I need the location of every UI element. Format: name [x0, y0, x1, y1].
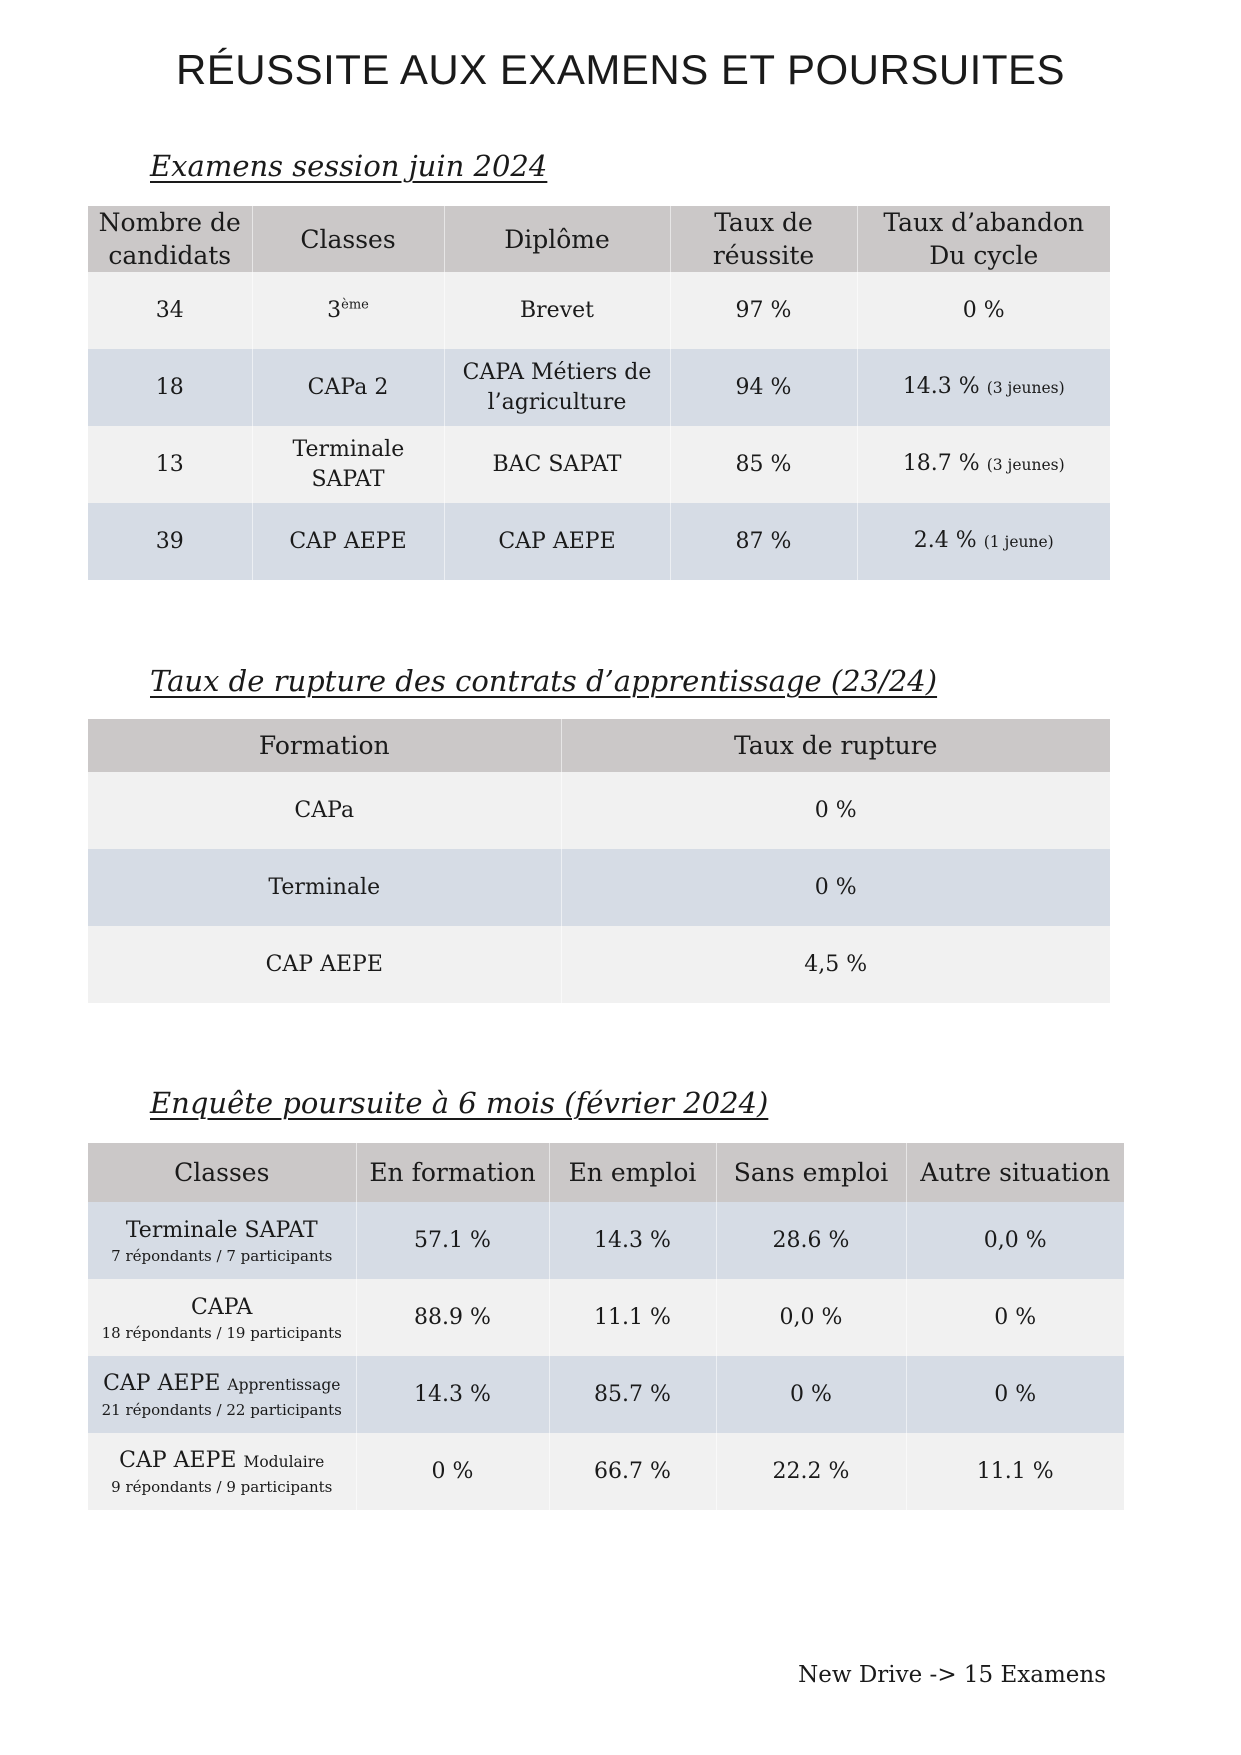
class-suffix: Modulaire	[243, 1453, 325, 1471]
respondents-text: 7 répondants / 7 participants	[111, 1246, 333, 1265]
dropout-cell	[857, 272, 1110, 349]
rupture-rate-cell: 4,5 %	[561, 926, 1110, 1003]
success-cell: 94 %	[670, 349, 857, 426]
table-row	[88, 272, 1110, 349]
unemployed-cell: 28.6 %	[716, 1202, 906, 1279]
employed-cell: 85.7 %	[549, 1356, 716, 1433]
class-cell	[88, 1202, 356, 1279]
class-cell	[88, 1356, 356, 1433]
class-cell	[88, 1279, 356, 1356]
unemployed-cell: 22.2 %	[716, 1433, 906, 1510]
exams-heading: Examens session juin 2024	[150, 149, 548, 183]
survey-heading: Enquête poursuite à 6 mois (février 2024)	[150, 1086, 769, 1120]
class-cell: CAPa 2	[252, 349, 444, 426]
class-name: Terminale SAPAT	[125, 1217, 318, 1243]
col-header-unemployed: Sans emploi	[716, 1143, 906, 1202]
rupture-rate-cell: 0 %	[561, 772, 1110, 849]
table-row	[88, 1279, 1124, 1356]
table-row	[88, 1356, 1124, 1433]
survey-table	[88, 1143, 1124, 1510]
survey-header-row	[88, 1143, 1124, 1202]
footer-note: New Drive -> 15 Examens	[798, 1662, 1106, 1688]
respondents-text: 21 répondants / 22 participants	[101, 1401, 342, 1419]
dropout-value: 14.3 %	[902, 374, 980, 399]
exams-header-row	[88, 206, 1110, 272]
diploma-cell: Brevet	[444, 272, 670, 349]
respondents-text: 9 répondants / 9 participants	[111, 1478, 333, 1496]
class-name: CAP AEPE	[119, 1448, 237, 1473]
employed-cell: 11.1 %	[549, 1279, 716, 1356]
formation-cell: CAPa	[88, 772, 561, 849]
training-cell: 57.1 %	[356, 1202, 549, 1279]
other-cell: 0 %	[906, 1279, 1124, 1356]
class-name: CAP AEPE	[103, 1371, 221, 1396]
dropout-value: 0 %	[962, 297, 1005, 323]
other-cell: 0 %	[906, 1356, 1124, 1433]
dropout-note: (3 jeunes)	[986, 456, 1065, 474]
rupture-header-row	[88, 719, 1110, 772]
class-suffix: Apprentissage	[227, 1376, 341, 1394]
success-cell: 85 %	[670, 426, 857, 503]
class-superscript: ème	[341, 297, 369, 313]
diploma-cell: CAP AEPE	[444, 503, 670, 580]
dropout-note: (3 jeunes)	[986, 379, 1065, 397]
unemployed-cell: 0,0 %	[716, 1279, 906, 1356]
col-header-formation: Formation	[88, 719, 561, 772]
class-name: CAPA	[191, 1294, 253, 1320]
dropout-value: 2.4 %	[913, 528, 977, 553]
col-header-other: Autre situation	[906, 1143, 1124, 1202]
rupture-heading: Taux de rupture des contrats d’apprentissage (23/24)	[150, 664, 938, 698]
table-row	[88, 349, 1110, 426]
rupture-rate-cell: 0 %	[561, 849, 1110, 926]
dropout-note: (1 jeune)	[983, 533, 1054, 551]
candidates-cell: 13	[88, 426, 252, 503]
col-header-candidates: Nombre de candidats	[88, 206, 252, 272]
col-header-dropout-rate: Taux d’abandon Du cycle	[857, 206, 1110, 272]
respondents-text: 18 répondants / 19 participants	[101, 1323, 342, 1342]
col-header-classes: Classes	[252, 206, 444, 272]
col-header-success-rate: Taux de réussite	[670, 206, 857, 272]
unemployed-cell: 0 %	[716, 1356, 906, 1433]
table-row	[88, 503, 1110, 580]
table-row	[88, 1433, 1124, 1510]
class-cell	[88, 1433, 356, 1510]
training-cell: 14.3 %	[356, 1356, 549, 1433]
employed-cell: 66.7 %	[549, 1433, 716, 1510]
class-cell: Terminale SAPAT	[252, 426, 444, 503]
class-cell	[252, 272, 444, 349]
exams-table	[88, 206, 1110, 580]
table-row	[88, 926, 1110, 1003]
col-header-employed: En emploi	[549, 1143, 716, 1202]
formation-cell: Terminale	[88, 849, 561, 926]
class-cell: CAP AEPE	[252, 503, 444, 580]
success-cell: 87 %	[670, 503, 857, 580]
dropout-value: 18.7 %	[902, 451, 980, 476]
candidates-cell: 34	[88, 272, 252, 349]
formation-cell: CAP AEPE	[88, 926, 561, 1003]
other-cell: 11.1 %	[906, 1433, 1124, 1510]
class-text: 3	[327, 297, 342, 323]
diploma-cell: CAPA Métiers de l’agriculture	[444, 349, 670, 426]
rupture-table	[88, 719, 1110, 1003]
training-cell: 88.9 %	[356, 1279, 549, 1356]
table-row	[88, 772, 1110, 849]
page-title: RÉUSSITE AUX EXAMENS ET POURSUITES	[175, 46, 1066, 93]
col-header-diploma: Diplôme	[444, 206, 670, 272]
dropout-cell	[857, 426, 1110, 503]
diploma-cell: BAC SAPAT	[444, 426, 670, 503]
table-row	[88, 426, 1110, 503]
col-header-in-training: En formation	[356, 1143, 549, 1202]
candidates-cell: 39	[88, 503, 252, 580]
col-header-classes: Classes	[88, 1143, 356, 1202]
table-row	[88, 1202, 1124, 1279]
table-row	[88, 849, 1110, 926]
other-cell: 0,0 %	[906, 1202, 1124, 1279]
employed-cell: 14.3 %	[549, 1202, 716, 1279]
dropout-cell	[857, 349, 1110, 426]
success-cell: 97 %	[670, 272, 857, 349]
dropout-cell	[857, 503, 1110, 580]
training-cell: 0 %	[356, 1433, 549, 1510]
col-header-rupture-rate: Taux de rupture	[561, 719, 1110, 772]
candidates-cell: 18	[88, 349, 252, 426]
